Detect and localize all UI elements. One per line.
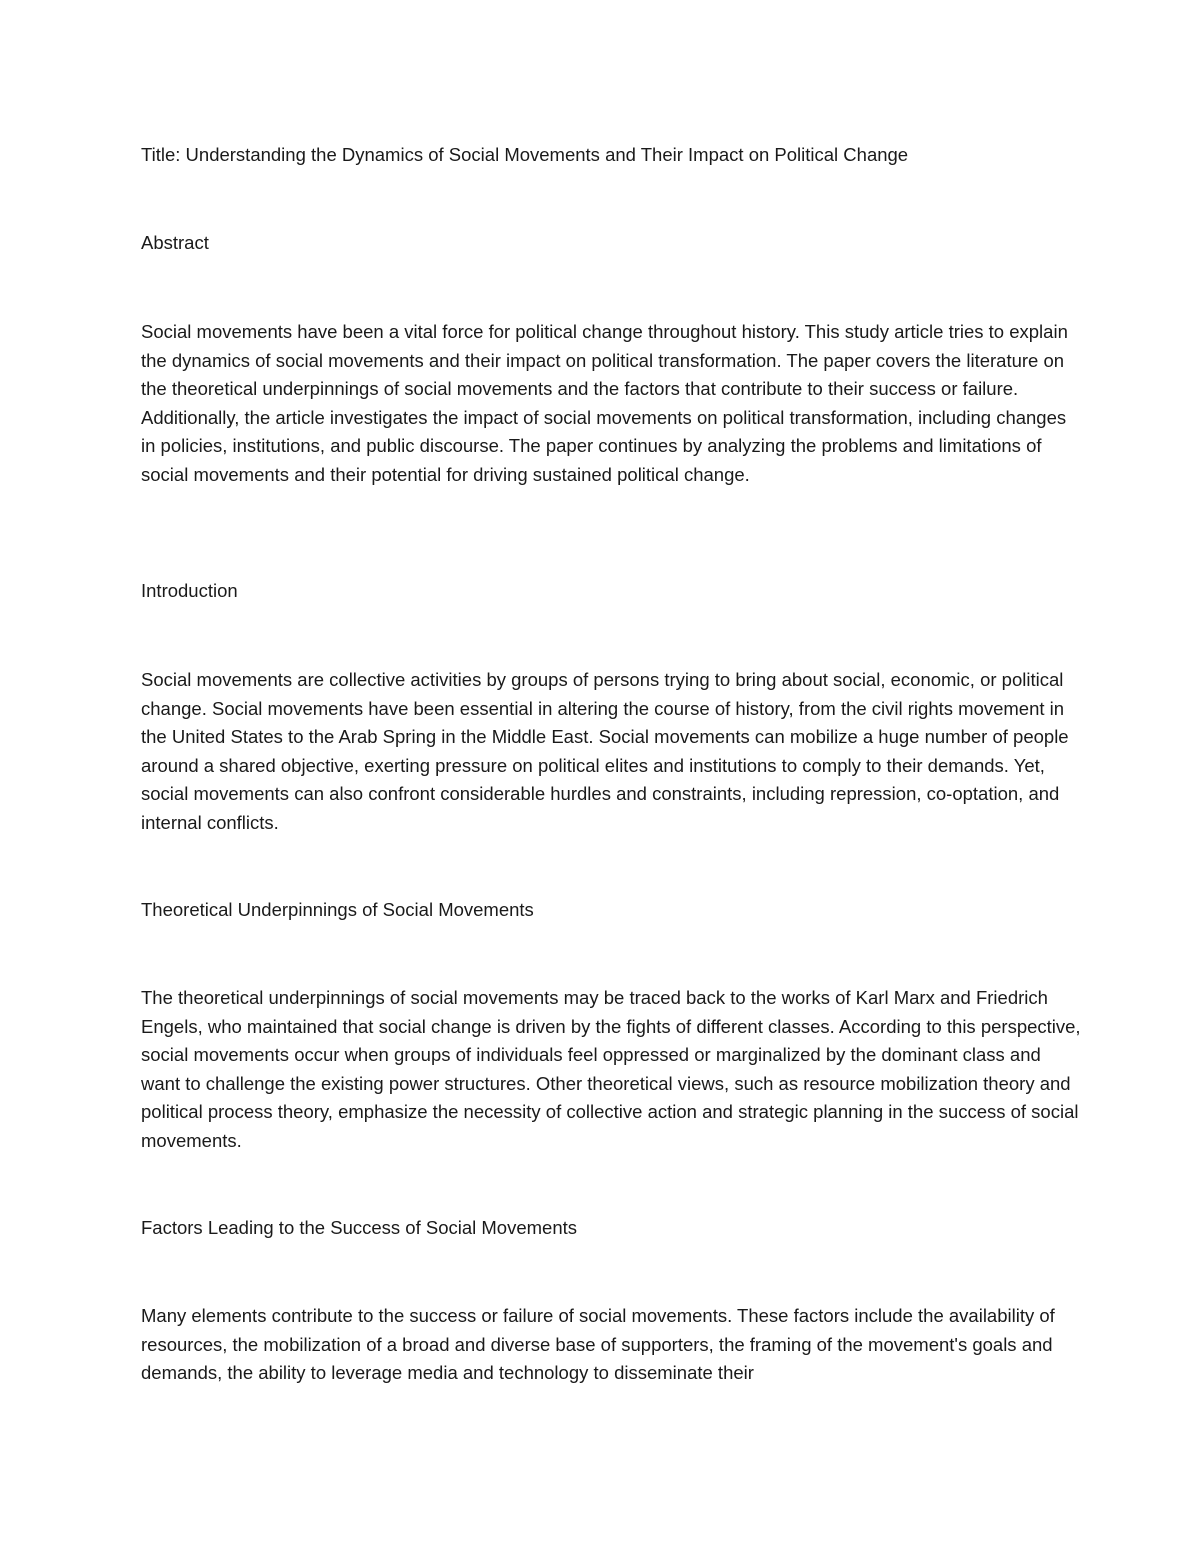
abstract-heading: Abstract xyxy=(141,232,209,253)
factors-paragraph: Many elements contribute to the success or failure of social movements. These factors include the availability of resources, the mobilization of a broad and diverse base of supporters, the framing of the movement's goals and demands, the ability to leverage media and technology to disseminate their xyxy=(141,1305,1055,1384)
introduction-heading: Introduction xyxy=(141,580,238,601)
introduction-paragraph: Social movements are collective activities by groups of persons trying to bring about social, economic, or political change. Social movements have been essential in altering the course of history, from the civil rights movement in the United States to the Arab Spring in the Middle East. Social movements can mobilize a huge number of people around a shared objective, exerting pressure on political elites and institutions to comply to their demands. Yet, social movements can also confront considerable hurdles and constraints, including repression, co-optation, and internal conflicts. xyxy=(141,669,1069,833)
factors-heading: Factors Leading to the Success of Social Movements xyxy=(141,1217,577,1238)
document-title: Title: Understanding the Dynamics of Social Movements and Their Impact on Political Change xyxy=(141,144,909,165)
theoretical-heading: Theoretical Underpinnings of Social Movements xyxy=(141,899,534,920)
abstract-paragraph: Social movements have been a vital force for political change throughout history. This study article tries to explain the dynamics of social movements and their impact on political transformation. The paper covers the literature on the theoretical underpinnings of social movements and the factors that contribute to their success or failure. Additionally, the article investigates the impact of social movements on political transformation, including changes in policies, institutions, and public discourse. The paper continues by analyzing the problems and limitations of social movements and their potential for driving sustained political change. xyxy=(141,321,1068,485)
theoretical-paragraph: The theoretical underpinnings of social movements may be traced back to the works of Karl Marx and Friedrich Engels, who maintained that social change is driven by the fights of different classes. According to this perspective, social movements occur when groups of individuals feel oppressed or marginalized by the dominant class and want to challenge the existing power structures. Other theoretical views, such as resource mobilization theory and political process theory, emphasize the necessity of collective action and strategic planning in the success of social movements. xyxy=(141,987,1081,1151)
